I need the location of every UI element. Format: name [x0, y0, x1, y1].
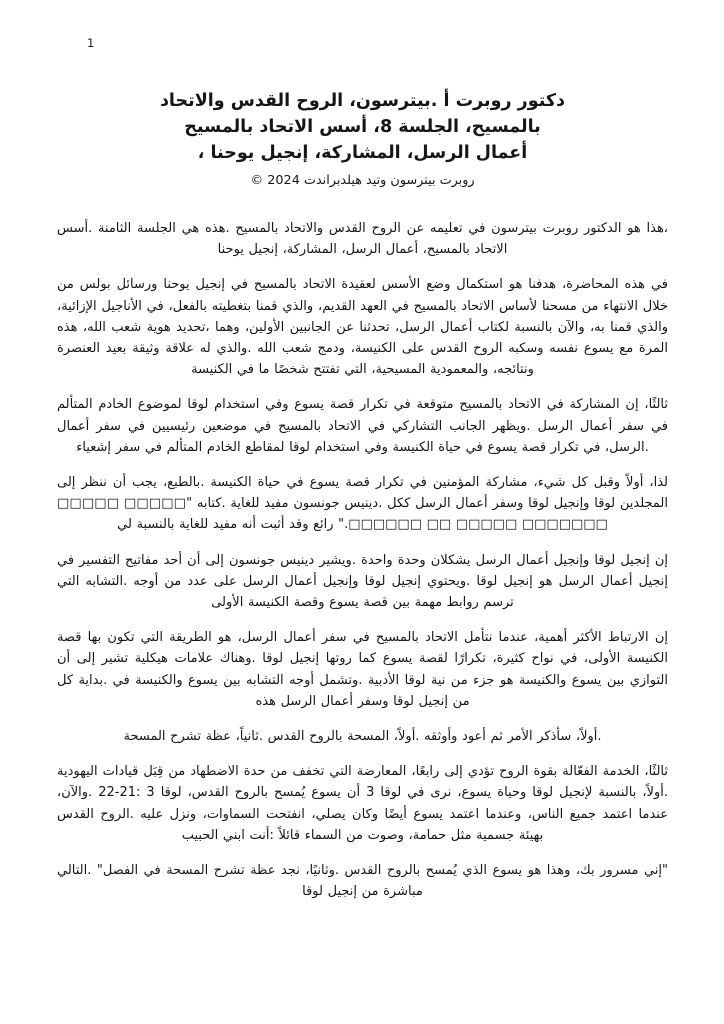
paragraph: .أولاً، سأذكر الأمر ثم أعود وأوثقه .أولاً، المسحة بالروح القدس .ثانياً، عظة تشرح المسحة — [123, 729, 602, 745]
paragraph: لذا، أولاً وقبل كل شيء، مشاركة المؤمنين في تكرار قصة يسوع في حياة الكنيسة .بالطبع، يجب أن ننظر إلى المجلدين لوقا وإنجيل لوقا وسفر أعمال الرسل ككل .دينيس جونسون مفيد للغاية .كتابه "□□□□□ □□□□□ □□□□□□□ □□□□□ □□ □□□□□□." رائع وقد أثبت أنه مفيد للغاية بالنسبة لي — [57, 475, 668, 533]
paragraph: إن الارتباط الأكثر أهمية، عندما نتأمل الاتحاد بالمسيح في سفر أعمال الرسل، هو الطريقة التي تكون بها قصة الكنيسة الأولى، في نواح كثيرة، تكرارًا لقصة يسوع كما روتها إنجيل لوقا .وهناك علامات هيكلية تشير إلى أن التوازي بين يسوع والكنيسة هو جزء من نية لوقا الأدبية .وتشمل أوجه التشابه بين يسوع والكنيسة في .بداية كل من إنجيل لوقا وسفر أعمال الرسل هذه — [57, 630, 668, 709]
paragraph: إن إنجيل لوقا وإنجيل أعمال الرسل يشكلان وحدة واحدة .ويشير دينيس جونسون إلى أن أحد مفاتيح التفسير في إنجيل أعمال الرسل هو إنجيل لوقا .ويحتوي إنجيل لوقا وإنجيل أعمال الرسل على عدد من أوجه .التشابه التي ترسم روابط مهمة بين قصة يسوع وقصة الكنيسة الأولى — [57, 552, 668, 611]
paragraph: ثالثًا، إن المشاركة في الاتحاد بالمسيح متوقعة في تكرار قصة يسوع وفي استخدام لوقا لموضوع الخادم المتألم في سفر أعمال الرسل .ويظهر الجانب التشاركي في الاتحاد بالمسيح في موضعين رئيسيين في سفر أعمال .الرسل، في تكرار قصة يسوع في حياة الكنيسة وفي استخدام لوقا لمقاطع الخادم المتألم في سفر إشعياء — [57, 397, 668, 455]
byline: روبرت بيترسون وتيد هيلدبراندت 2024 © — [250, 173, 475, 188]
page-number: 1 — [87, 36, 95, 50]
document-title — [57, 88, 668, 166]
title-line-2: بالمسيح، الجلسة 8، أسس الاتحاد بالمسيح — [184, 117, 541, 137]
title-line-1: دكتور روبرت أ .بيترسون، الروح القدس والاتحاد — [159, 91, 566, 111]
paragraph: ثالثًا، الخدمة الفعّالة بقوة الروح تؤدي إلى رابعًا، المعارضة التي تخفف من حدة الاضطهاد من قِبَل قيادات اليهودية .أولاً، بالنسبة لإنجيل لوقا وحياة يسوع، نرى في لوقا 3 أن يسوع يُمسح بالروح القدس، لوقا 3 :21-22 .والآن، عندما اعتمد جميع الناس، وعندما اعتمد يسوع أيضًا وكان يصلي، انفتحت السماوات، ونزل عليه .الروح القدس بهيئة جسمية مثل حمامة، وصوت من السماء قائلاً :أنت ابني الحبيب — [57, 764, 668, 843]
paragraph: "إني مسرور بك، وهذا هو يسوع الذي يُمسح بالروح القدس .وثانيًا، نجد عظة تشرح المسحة في الفصل" .التالي مباشرة من إنجيل لوقا — [57, 863, 668, 900]
title-line-3: أعمال الرسل، المشاركة، إنجيل يوحنا ، — [197, 143, 528, 163]
paragraph: في هذه المحاضرة، هدفنا هو استكمال وضع الأسس لعقيدة الاتحاد بالمسيح في إنجيل يوحنا ورسائل بولس من خلال الانتهاء من مسحنا لأساس الاتحاد بالمسيح في العهد القديم، والذي قمنا بتغطيته بالفعل، في الأناجيل الإزائية، والذي قمنا به، والآن بالنسبة لكتاب أعمال الرسل، تحدثنا عن الجانبين الأولين، وهما ،تحديد هوية شعب الله، هذه المرة مع يسوع نفسه وسكبه الروح القدس على الكنيسة، ودمج شعب الله .والذي له علاقة وثيقة بعيد العنصرة ونتائجه، والمعمودية المسيحية، التي تفتتح شخصًا ما في الكنيسة — [57, 277, 668, 378]
paragraph: ،هذا هو الدكتور روبرت بيترسون في تعليمه عن الروح القدس والاتحاد بالمسيح .هذه هي الجلسة الثامنة .أسس الاتحاد بالمسيح، أعمال الرسل، المشاركة، إنجيل يوحنا — [57, 221, 668, 258]
document-body — [57, 218, 668, 902]
